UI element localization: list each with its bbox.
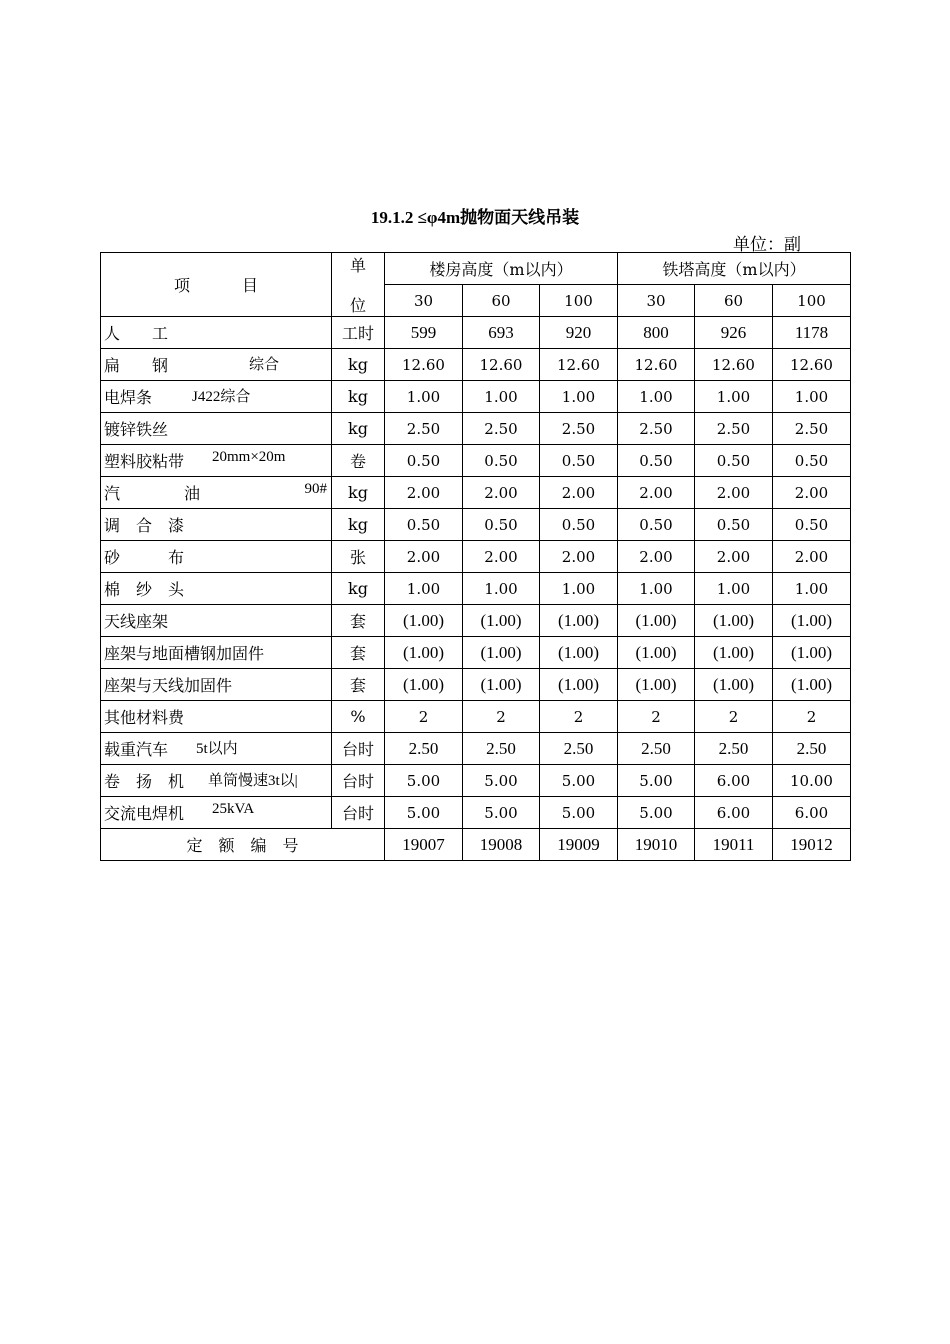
row-value: 5.00 bbox=[618, 797, 695, 829]
row-value: 920 bbox=[540, 317, 618, 349]
row-value: 1.00 bbox=[463, 381, 540, 413]
header-row-1 bbox=[101, 253, 851, 285]
row-value: 2.00 bbox=[695, 541, 773, 573]
row-name: 塑料胶粘带 bbox=[104, 452, 185, 471]
row-value: 0.50 bbox=[618, 509, 695, 541]
row-value: (1.00) bbox=[540, 637, 618, 669]
row-value: (1.00) bbox=[618, 669, 695, 701]
table-row bbox=[101, 765, 851, 797]
row-value: 2.50 bbox=[618, 413, 695, 445]
table-row bbox=[101, 509, 851, 541]
row-value: 2.50 bbox=[773, 413, 851, 445]
row-value: (1.00) bbox=[618, 637, 695, 669]
row-name: 卷 扬 机 bbox=[104, 772, 185, 791]
row-value: 2.50 bbox=[618, 733, 695, 765]
row-value: 1.00 bbox=[695, 381, 773, 413]
row-value: 5.00 bbox=[463, 765, 540, 797]
row-value: (1.00) bbox=[540, 669, 618, 701]
row-value: 2.50 bbox=[385, 413, 463, 445]
row-value: 2.00 bbox=[618, 541, 695, 573]
table-row bbox=[101, 797, 851, 829]
row-unit: kg bbox=[332, 381, 385, 413]
quota-code: 19007 bbox=[385, 829, 463, 861]
row-item bbox=[101, 637, 332, 669]
row-value: 12.60 bbox=[695, 349, 773, 381]
row-value: 1178 bbox=[773, 317, 851, 349]
header-height: 100 bbox=[773, 285, 851, 317]
row-value: 1.00 bbox=[540, 381, 618, 413]
row-value: 0.50 bbox=[540, 509, 618, 541]
footer-label: 定 额 编 号 bbox=[101, 829, 385, 861]
row-item bbox=[101, 765, 332, 797]
row-unit: 台时 bbox=[332, 765, 385, 797]
quota-code: 19010 bbox=[618, 829, 695, 861]
row-item bbox=[101, 413, 332, 445]
row-value: 2.50 bbox=[463, 413, 540, 445]
quota-code: 19011 bbox=[695, 829, 773, 861]
row-value: 12.60 bbox=[773, 349, 851, 381]
row-value: 2.50 bbox=[463, 733, 540, 765]
quota-code: 19012 bbox=[773, 829, 851, 861]
row-value: 0.50 bbox=[695, 509, 773, 541]
row-value: 2.00 bbox=[385, 541, 463, 573]
row-value: 0.50 bbox=[773, 509, 851, 541]
row-value: 2 bbox=[773, 701, 851, 733]
row-name: 扁 钢 bbox=[104, 356, 169, 375]
table-row bbox=[101, 637, 851, 669]
row-value: (1.00) bbox=[773, 605, 851, 637]
row-value: (1.00) bbox=[385, 605, 463, 637]
row-value: 800 bbox=[618, 317, 695, 349]
row-value: 0.50 bbox=[463, 445, 540, 477]
row-value: 2 bbox=[695, 701, 773, 733]
header-group-tower: 铁塔高度（m以内） bbox=[618, 253, 851, 285]
header-item-b: 目 bbox=[242, 276, 259, 295]
row-value: 1.00 bbox=[773, 573, 851, 605]
header-unit-bottom: 位 bbox=[332, 285, 385, 317]
row-value: 1.00 bbox=[463, 573, 540, 605]
row-item bbox=[101, 669, 332, 701]
row-unit: kg bbox=[332, 477, 385, 509]
row-name: 汽 油 bbox=[104, 484, 201, 503]
row-value: 5.00 bbox=[385, 797, 463, 829]
row-value: 2 bbox=[540, 701, 618, 733]
row-value: 6.00 bbox=[695, 765, 773, 797]
row-value: 0.50 bbox=[463, 509, 540, 541]
row-value: 2 bbox=[618, 701, 695, 733]
row-unit: 套 bbox=[332, 669, 385, 701]
row-spec: 20mm×20m bbox=[212, 449, 286, 465]
table-row bbox=[101, 349, 851, 381]
row-name: 人 工 bbox=[104, 324, 169, 343]
footer-row bbox=[101, 829, 851, 861]
quota-table bbox=[100, 252, 851, 861]
row-unit: kg bbox=[332, 349, 385, 381]
row-unit: 工时 bbox=[332, 317, 385, 349]
row-item bbox=[101, 797, 332, 829]
row-name: 其他材料费 bbox=[104, 708, 185, 727]
row-value: (1.00) bbox=[773, 669, 851, 701]
row-spec: 25kVA bbox=[212, 801, 255, 817]
quota-code: 19009 bbox=[540, 829, 618, 861]
row-value: (1.00) bbox=[385, 637, 463, 669]
row-value: 2.00 bbox=[540, 477, 618, 509]
row-value: 10.00 bbox=[773, 765, 851, 797]
row-item bbox=[101, 317, 332, 349]
row-value: 5.00 bbox=[385, 765, 463, 797]
row-value: 2.00 bbox=[463, 477, 540, 509]
row-item bbox=[101, 573, 332, 605]
header-height: 30 bbox=[385, 285, 463, 317]
row-unit: kg bbox=[332, 573, 385, 605]
row-value: 6.00 bbox=[773, 797, 851, 829]
row-value: (1.00) bbox=[463, 605, 540, 637]
row-value: 1.00 bbox=[695, 573, 773, 605]
row-value: 2 bbox=[463, 701, 540, 733]
row-unit: kg bbox=[332, 509, 385, 541]
header-item-a: 项 bbox=[173, 276, 190, 295]
row-item bbox=[101, 349, 332, 381]
row-value: 0.50 bbox=[385, 509, 463, 541]
row-value: 2.50 bbox=[540, 413, 618, 445]
row-item bbox=[101, 445, 332, 477]
row-name: 座架与天线加固件 bbox=[104, 676, 233, 695]
row-value: 12.60 bbox=[618, 349, 695, 381]
row-value: 1.00 bbox=[540, 573, 618, 605]
row-value: 2.00 bbox=[773, 477, 851, 509]
row-item bbox=[101, 509, 332, 541]
table-row bbox=[101, 605, 851, 637]
row-value: (1.00) bbox=[695, 669, 773, 701]
row-value: 0.50 bbox=[385, 445, 463, 477]
row-value: 5.00 bbox=[618, 765, 695, 797]
table-row bbox=[101, 541, 851, 573]
row-name: 载重汽车 bbox=[104, 740, 169, 759]
row-item bbox=[101, 381, 332, 413]
header-height: 100 bbox=[540, 285, 618, 317]
row-spec: 90# bbox=[304, 481, 327, 497]
row-name: 镀锌铁丝 bbox=[104, 420, 169, 439]
row-value: 12.60 bbox=[463, 349, 540, 381]
row-unit: kg bbox=[332, 413, 385, 445]
header-height: 60 bbox=[695, 285, 773, 317]
row-value: 0.50 bbox=[540, 445, 618, 477]
row-value: 2.50 bbox=[695, 733, 773, 765]
row-value: 693 bbox=[463, 317, 540, 349]
row-value: 12.60 bbox=[385, 349, 463, 381]
row-value: 1.00 bbox=[618, 573, 695, 605]
row-value: 2.00 bbox=[618, 477, 695, 509]
row-value: 2.00 bbox=[540, 541, 618, 573]
row-value: 599 bbox=[385, 317, 463, 349]
row-value: 2.50 bbox=[695, 413, 773, 445]
row-unit: 卷 bbox=[332, 445, 385, 477]
row-item bbox=[101, 477, 332, 509]
row-name: 砂 布 bbox=[104, 548, 185, 567]
table-row bbox=[101, 701, 851, 733]
row-unit: 套 bbox=[332, 605, 385, 637]
row-item bbox=[101, 605, 332, 637]
row-value: (1.00) bbox=[695, 605, 773, 637]
row-unit: 台时 bbox=[332, 797, 385, 829]
header-height: 30 bbox=[618, 285, 695, 317]
row-name: 棉 纱 头 bbox=[104, 580, 185, 599]
row-value: 1.00 bbox=[618, 381, 695, 413]
row-value: (1.00) bbox=[540, 605, 618, 637]
row-value: 5.00 bbox=[540, 765, 618, 797]
row-value: 5.00 bbox=[540, 797, 618, 829]
table-row bbox=[101, 413, 851, 445]
header-unit-top: 单 bbox=[332, 253, 385, 285]
row-name: 电焊条 bbox=[104, 388, 153, 407]
row-value: 2.00 bbox=[695, 477, 773, 509]
row-value: (1.00) bbox=[463, 637, 540, 669]
row-value: 1.00 bbox=[385, 381, 463, 413]
table-row bbox=[101, 573, 851, 605]
row-value: 2.50 bbox=[385, 733, 463, 765]
row-value: (1.00) bbox=[695, 637, 773, 669]
table-row bbox=[101, 477, 851, 509]
row-value: 2.00 bbox=[385, 477, 463, 509]
row-value: 2.00 bbox=[773, 541, 851, 573]
row-unit: % bbox=[332, 701, 385, 733]
row-value: (1.00) bbox=[773, 637, 851, 669]
row-value: 5.00 bbox=[463, 797, 540, 829]
row-value: 2.00 bbox=[463, 541, 540, 573]
table-row bbox=[101, 669, 851, 701]
row-value: 12.60 bbox=[540, 349, 618, 381]
row-unit: 张 bbox=[332, 541, 385, 573]
row-spec: J422综合 bbox=[192, 389, 251, 405]
table-row bbox=[101, 733, 851, 765]
row-spec: 综合 bbox=[248, 357, 279, 373]
header-item bbox=[101, 253, 332, 317]
row-value: (1.00) bbox=[385, 669, 463, 701]
table-row bbox=[101, 445, 851, 477]
row-spec: 单筒慢速3t以| bbox=[208, 773, 298, 789]
row-value: 0.50 bbox=[618, 445, 695, 477]
table-title: 19.1.2 ≤φ4m抛物面天线吊装 bbox=[370, 208, 580, 227]
row-value: 2 bbox=[385, 701, 463, 733]
header-height: 60 bbox=[463, 285, 540, 317]
quota-code: 19008 bbox=[463, 829, 540, 861]
row-item bbox=[101, 733, 332, 765]
unit-note: 单位：副 bbox=[733, 235, 801, 255]
row-value: 6.00 bbox=[695, 797, 773, 829]
row-value: (1.00) bbox=[618, 605, 695, 637]
row-item bbox=[101, 701, 332, 733]
table-row bbox=[101, 381, 851, 413]
header-group-building: 楼房高度（m以内） bbox=[385, 253, 618, 285]
row-unit: 套 bbox=[332, 637, 385, 669]
row-unit: 台时 bbox=[332, 733, 385, 765]
row-value: 1.00 bbox=[385, 573, 463, 605]
row-name: 天线座架 bbox=[104, 612, 169, 631]
row-item bbox=[101, 541, 332, 573]
table-row bbox=[101, 317, 851, 349]
row-value: 926 bbox=[695, 317, 773, 349]
row-value: 2.50 bbox=[773, 733, 851, 765]
row-name: 座架与地面槽钢加固件 bbox=[104, 644, 265, 663]
row-value: 1.00 bbox=[773, 381, 851, 413]
row-name: 调 合 漆 bbox=[104, 516, 185, 535]
row-value: (1.00) bbox=[463, 669, 540, 701]
row-name: 交流电焊机 bbox=[104, 804, 185, 823]
row-spec: 5t以内 bbox=[196, 741, 238, 757]
row-value: 0.50 bbox=[773, 445, 851, 477]
row-value: 2.50 bbox=[540, 733, 618, 765]
row-value: 0.50 bbox=[695, 445, 773, 477]
